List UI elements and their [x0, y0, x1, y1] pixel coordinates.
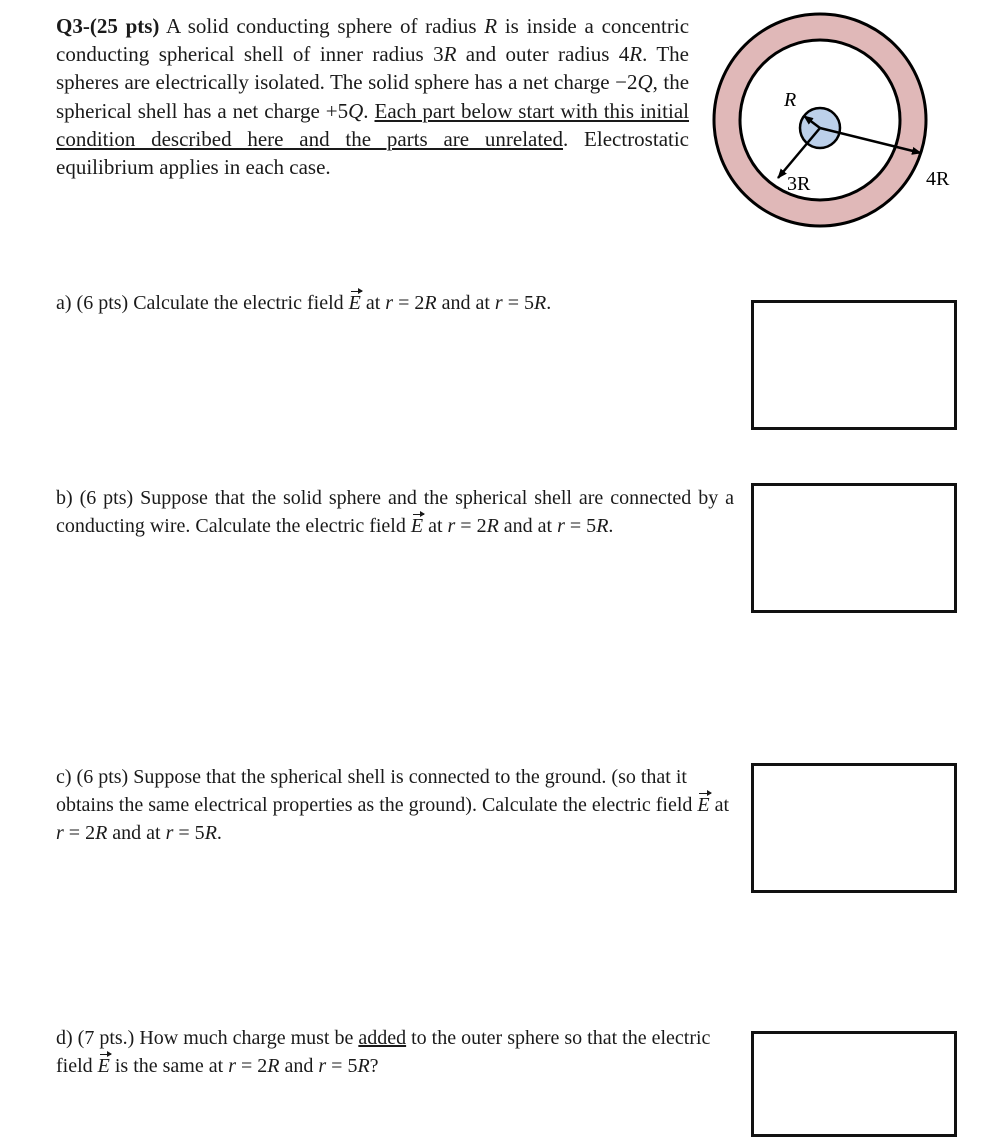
problem-text: .	[363, 98, 369, 123]
question-b	[56, 484, 734, 540]
label-R: R	[784, 89, 797, 111]
math-var-Q: Q	[637, 70, 653, 95]
question-d	[56, 1024, 734, 1080]
label-3R: 3R	[787, 173, 811, 195]
answer-box-b[interactable]	[751, 483, 957, 613]
question-text: ?	[369, 1055, 379, 1077]
math-var-R: R	[629, 42, 643, 67]
question-text: is the same at	[114, 1055, 224, 1077]
math-var-R: R	[424, 292, 437, 314]
charge-coef: +5	[325, 98, 349, 123]
problem-statement	[56, 12, 689, 181]
question-text: and at	[441, 292, 490, 314]
question-text: and at	[503, 515, 553, 537]
charge-coef: −2	[615, 70, 638, 95]
problem-text: A solid conducting sphere of radius	[166, 14, 477, 38]
math-var-R: R	[533, 292, 547, 314]
question-a	[56, 289, 736, 317]
math-var-r: r	[165, 822, 174, 844]
math-var-r: r	[557, 515, 565, 537]
problem-text: . The spheres are electrically isolated. The solid sphere has a net charge	[56, 42, 690, 95]
question-text: at	[428, 515, 443, 537]
question-text: .	[608, 515, 614, 537]
problem-text: and outer radius	[465, 42, 610, 67]
math-var-R: R	[486, 515, 499, 537]
vector-E: E	[411, 512, 423, 540]
math-coef: 4	[618, 42, 630, 67]
math-eq: = 2	[460, 515, 487, 537]
math-eq: = 5	[331, 1055, 358, 1077]
math-eq: = 2	[68, 822, 96, 844]
question-text: to the outer sphere so that the electric field	[56, 1027, 711, 1077]
label-4R: 4R	[926, 168, 950, 190]
underlined-word: added	[358, 1027, 407, 1049]
math-var-r: r	[494, 292, 503, 314]
problem-label: Q3-(25 pts)	[56, 14, 160, 38]
math-var-R: R	[95, 822, 108, 844]
answer-box-d[interactable]	[751, 1031, 957, 1137]
math-var-R: R	[204, 822, 217, 844]
question-text: at	[714, 794, 730, 816]
question-text: c) (6 pts) Suppose that the spherical shell is connected to the ground. (so that it obtains the same electrical properties as the ground). Calculate the electric field	[56, 766, 693, 816]
question-text: and	[284, 1055, 314, 1077]
question-text: at	[365, 292, 381, 314]
question-text: .	[216, 822, 222, 844]
answer-box-a[interactable]	[751, 300, 957, 430]
vector-E: E	[697, 791, 709, 819]
math-var-r: r	[228, 1055, 236, 1077]
math-var-r: r	[56, 822, 64, 844]
math-var-R: R	[596, 515, 609, 537]
math-var-R: R	[267, 1055, 280, 1077]
math-var-r: r	[318, 1055, 327, 1077]
answer-box-c[interactable]	[751, 763, 957, 893]
question-text: and at	[112, 822, 161, 844]
math-var-r: r	[385, 292, 394, 314]
math-eq: = 5	[569, 515, 597, 537]
math-var-R: R	[357, 1055, 370, 1077]
math-eq: = 5	[178, 822, 205, 844]
question-c	[56, 763, 734, 847]
math-var-R: R	[443, 42, 457, 67]
problem-text: is inside a concentric conducting spherical shell of inner radius	[56, 14, 690, 67]
math-eq: = 5	[507, 292, 534, 314]
math-var-r: r	[447, 515, 456, 537]
math-var-R: R	[484, 14, 498, 38]
vector-E: E	[349, 289, 361, 317]
math-var-Q: Q	[348, 98, 364, 123]
math-coef: 3	[433, 42, 444, 67]
underlined-condition: Each part below start with this initial condition described here and the parts are unrelated	[56, 98, 690, 151]
vector-E: E	[98, 1052, 110, 1080]
question-text: d) (7 pts.) How much charge must be	[56, 1027, 354, 1049]
math-eq: = 2	[398, 292, 425, 314]
problem-text: . Electrostatic equilibrium applies in each case.	[56, 126, 690, 180]
concentric-spheres-figure	[700, 0, 992, 270]
math-eq: = 2	[240, 1055, 268, 1077]
problem-text: , the spherical shell has a net charge	[56, 70, 690, 123]
question-text: .	[546, 292, 552, 314]
question-text: b) (6 pts) Suppose that the solid sphere and the spherical shell are connected by a conducting wire. Calculate the electric field	[56, 487, 734, 537]
question-text: a) (6 pts) Calculate the electric field	[56, 292, 344, 314]
